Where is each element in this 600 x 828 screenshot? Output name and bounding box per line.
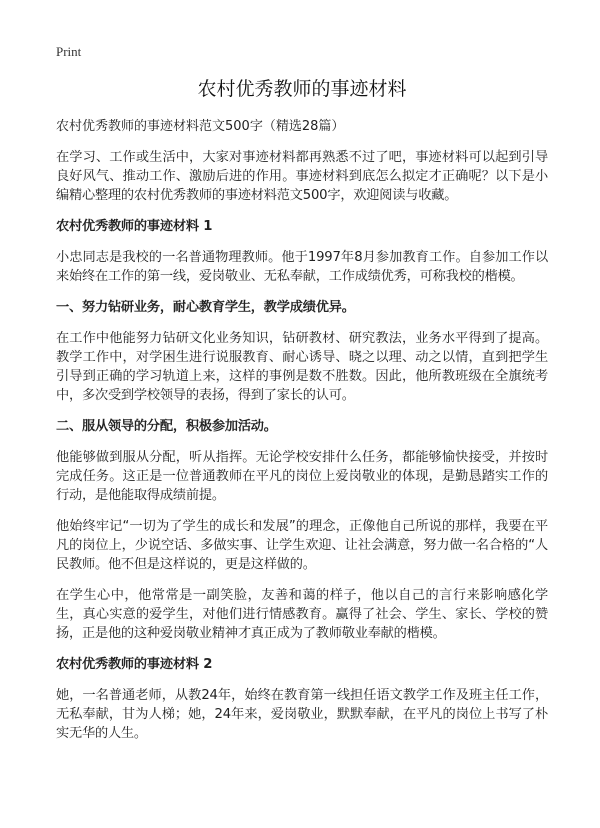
paragraph: 他能够做到服从分配，听从指挥。无论学校安排什么任务，都能够愉快接受，并按时完成任务。这正是一位普通教师在平凡的岗位上爱岗敬业的体现，是勤恳踏实工作的行动，是他能取得成绩前提。 <box>56 450 548 503</box>
paragraph: 在工作中他能努力钻研文化业务知识，钻研教材、研究教法，业务水平得到了提高。教学工作中，对学困生进行说服教育、耐心诱导、晓之以理、动之以情，直到把学生引导到正确的学习轨道上来，这样的事例是数不胜数。因此，他所教班级在全旗统考中，多次受到学校领导的表扬，得到了家长的认可。 <box>56 331 548 403</box>
subsection-heading: 一、努力钻研业务，耐心教育学生，教学成绩优异。 <box>56 300 355 315</box>
paragraph: 小忠同志是我校的一名普通物理教师。他于1997年8月参加教育工作。自参加工作以来始终在工作的第一线，爱岗敬业、无私奉献，工作成绩优秀，可称我校的楷模。 <box>56 250 548 284</box>
intro-paragraph: 在学习、工作或生活中，大家对事迹材料都再熟悉不过了吧，事迹材料可以起到引导良好风气、推动工作、激励后进的作用。事迹材料到底怎么拟定才正确呢？以下是小编精心整理的农村优秀教师的事迹材料范文500字，欢迎阅读与收藏。 <box>56 150 548 203</box>
document-body <box>56 76 548 755</box>
print-link[interactable]: Print <box>56 44 82 59</box>
section-heading: 农村优秀教师的事迹材料 2 <box>56 657 213 672</box>
document-subtitle: 农村优秀教师的事迹材料范文500字（精选28篇） <box>56 119 345 134</box>
section-heading: 农村优秀教师的事迹材料 1 <box>56 219 213 234</box>
subsection-heading: 二、服从领导的分配，积极参加活动。 <box>56 419 277 434</box>
document-title: 农村优秀教师的事迹材料 <box>197 78 407 100</box>
paragraph: 她，一名普通老师，从教24年，始终在教育第一线担任语文教学工作及班主任工作，无私奉献，甘为人梯；她，24年来，爱岗敬业，默默奉献，在平凡的岗位上书写了朴实无华的人生。 <box>56 688 548 741</box>
paragraph: 在学生心中，他常常是一副笑脸，友善和蔼的样子，他以自己的言行来影响感化学生，真心实意的爱学生，对他们进行情感教育。赢得了社会、学生、家长、学校的赞扬，正是他的这种爱岗敬业精神才真正成为了教师敬业奉献的楷模。 <box>56 588 548 641</box>
paragraph: 他始终牢记“一切为了学生的成长和发展”的理念，正像他自己所说的那样，我要在平凡的岗位上，少说空话、多做实事、让学生欢迎、让社会满意，努力做一名合格的“人民教师。他不但是这样说的，更是这样做的。 <box>56 519 548 572</box>
